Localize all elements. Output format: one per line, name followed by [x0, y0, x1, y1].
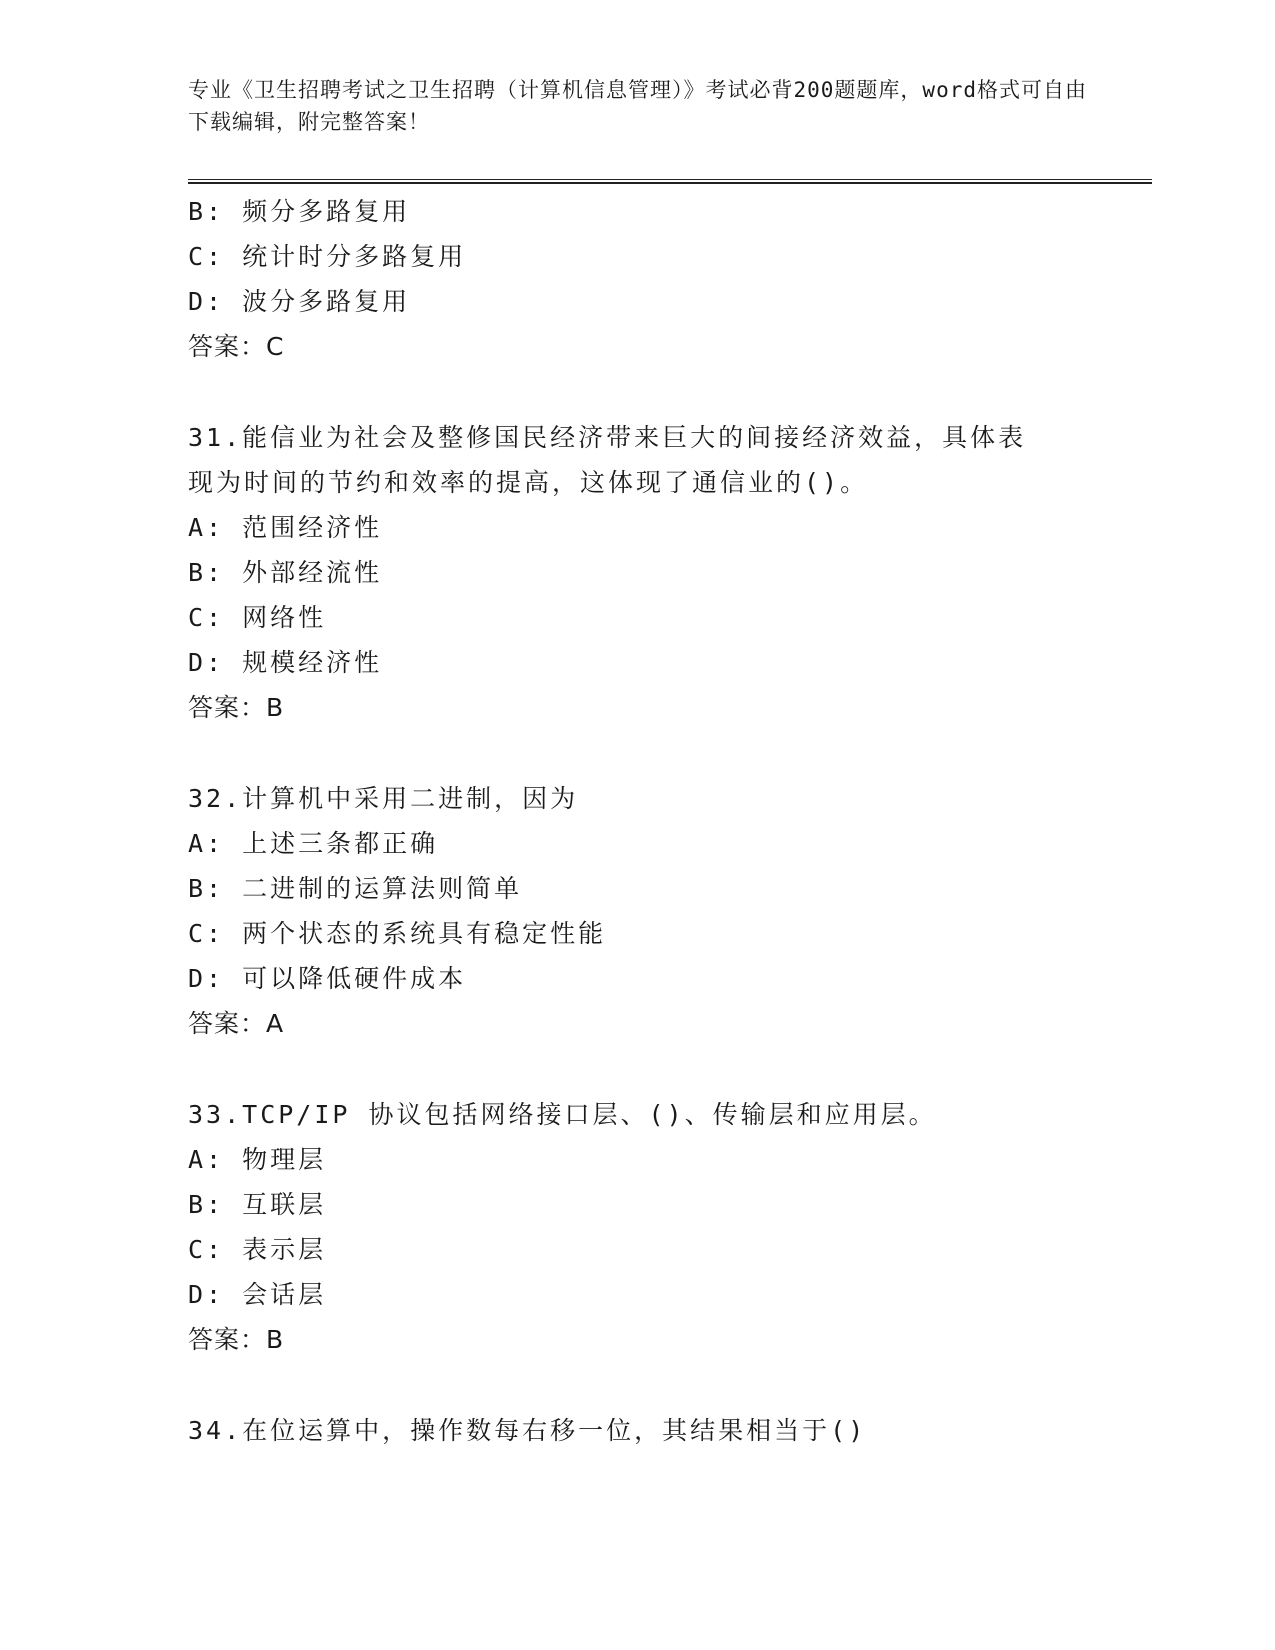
question-stem: 31.能信业为社会及整修国民经济带来巨大的间接经济效益，具体表现为时间的节约和效率的提高，这体现了通信业的()。: [188, 423, 1027, 497]
option-d: D: 规模经济性: [188, 648, 383, 677]
header-divider: [188, 179, 1152, 184]
question-stem: 33.TCP/IP 协议包括网络接口层、()、传输层和应用层。: [188, 1100, 937, 1129]
option-c: C: 网络性: [188, 603, 327, 632]
option-d: D: 可以降低硬件成本: [188, 964, 467, 993]
question-34: [188, 1408, 1088, 1453]
question-list: [188, 189, 1088, 1453]
option-d: D: 会话层: [188, 1280, 327, 1309]
option-a: A: 范围经济性: [188, 513, 383, 542]
question-32: [188, 776, 1088, 1046]
question-30-tail: [188, 189, 1088, 369]
option-c: C: 表示层: [188, 1235, 327, 1264]
option-a: A: 物理层: [188, 1145, 327, 1174]
option-b: B: 外部经流性: [188, 558, 383, 587]
answer-line: 答案：A: [188, 1009, 285, 1038]
option-b: B: 频分多路复用: [188, 197, 411, 226]
question-33: [188, 1092, 1088, 1362]
option-b: B: 二进制的运算法则简单: [188, 874, 523, 903]
answer-line: 答案：B: [188, 693, 285, 722]
question-stem: 32.计算机中采用二进制，因为: [188, 784, 579, 813]
option-a: A: 上述三条都正确: [188, 829, 439, 858]
spacer: [188, 1046, 1088, 1092]
option-b: B: 互联层: [188, 1190, 327, 1219]
answer-line: 答案：B: [188, 1325, 285, 1354]
document-header: [188, 74, 1088, 138]
answer-line: 答案：C: [188, 332, 285, 361]
spacer: [188, 369, 1088, 415]
spacer: [188, 1362, 1088, 1408]
option-c: C: 统计时分多路复用: [188, 242, 467, 271]
question-31: [188, 415, 1088, 730]
spacer: [188, 730, 1088, 776]
option-d: D: 波分多路复用: [188, 287, 411, 316]
option-c: C: 两个状态的系统具有稳定性能: [188, 919, 607, 948]
question-stem: 34.在位运算中，操作数每右移一位，其结果相当于(): [188, 1416, 867, 1445]
header-title: 专业《卫生招聘考试之卫生招聘（计算机信息管理）》考试必背200题题库，word格式可自由下载编辑，附完整答案！: [188, 78, 1087, 134]
